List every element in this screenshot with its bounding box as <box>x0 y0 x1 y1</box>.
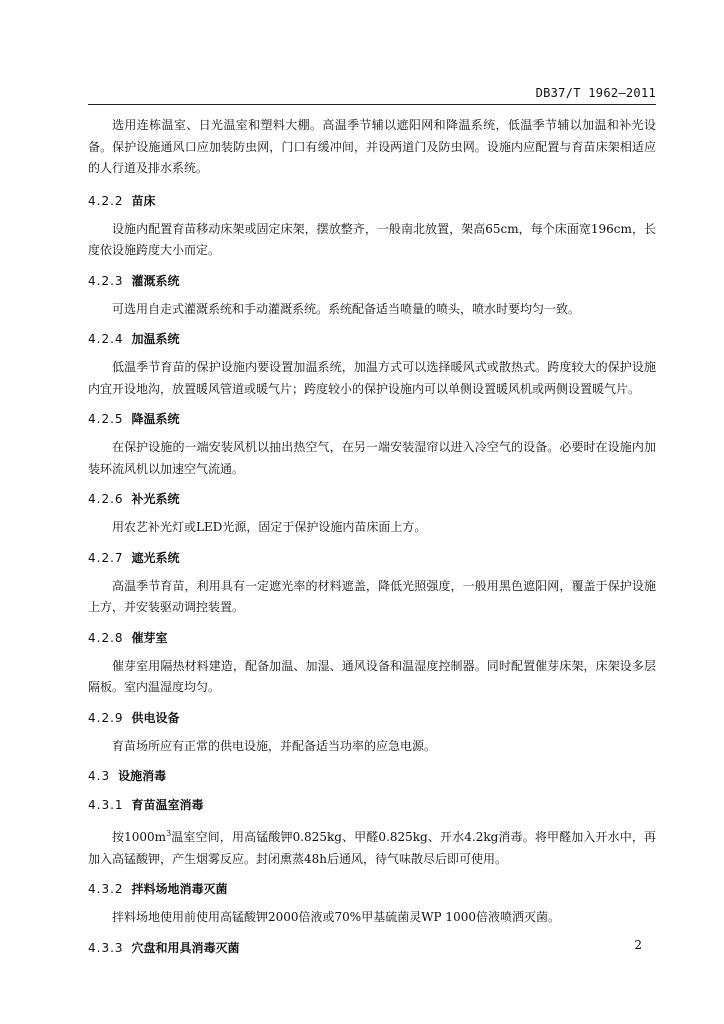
section-text-4-2-8: 催芽室用隔热材料建造，配备加温、加湿、通风设备和温湿度控制器。同时配置催芽床架，床架设多层隔板。室内温湿度均匀。 <box>88 658 656 694</box>
section-number: 4.2.3 <box>88 273 124 288</box>
section-heading-4-3 <box>88 768 656 784</box>
section-heading-4-2-9 <box>88 710 656 726</box>
intro-paragraph: 选用连栋温室、日光温室和塑料大棚。高温季节辅以遮阳网和降温系统，低温季节辅以加温和补光设备。保护设施通风口应加装防虫网，门口有缓冲间，并设两道门及防虫网。设施内应配置与育苗床架相适应的人行道及排水系统。 <box>88 118 656 175</box>
section-heading-4-2-2 <box>88 193 656 209</box>
section-number: 4.2.8 <box>88 630 124 645</box>
section-number: 4.3.2 <box>88 882 124 896</box>
section-title: 育苗温室消毒 <box>131 798 204 812</box>
section-heading-4-3-3 <box>88 940 656 956</box>
section-heading-4-3-2 <box>88 881 656 897</box>
section-number: 4.2.6 <box>88 492 124 506</box>
superscript: 3 <box>166 829 172 838</box>
section-text-4-2-5: 在保护设施的一端安装风机以抽出热空气，在另一端安装湿帘以进入冷空气的设备。必要时在设施内加装环流风机以加速空气流通。 <box>88 440 656 476</box>
section-number: 4.3.3 <box>88 940 124 955</box>
section-text-4-3-2: 拌料场地使用前使用高锰酸钾2000倍液或70%甲基硫菌灵WP 1000倍液喷洒灭菌。 <box>112 910 560 924</box>
section-title: 补光系统 <box>131 492 180 506</box>
section-number: 4.2.4 <box>88 332 124 346</box>
section-title: 降温系统 <box>131 412 180 426</box>
standard-code: DB37/T 1962—2011 <box>535 86 656 100</box>
section-text-4-2-3: 可选用自走式灌溉系统和手动灌溉系统。系统配备适当喷量的喷头，喷水时要均匀一致。 <box>112 301 581 316</box>
section-number: 4.2.5 <box>88 412 124 426</box>
section-title: 遮光系统 <box>131 550 180 565</box>
section-title: 拌料场地消毒灭菌 <box>131 882 228 896</box>
section-title: 加温系统 <box>131 332 180 346</box>
section-text-4-2-7: 高温季节育苗，利用具有一定遮光率的材料遮盖，降低光照强度，一般用黑色遮阳网，覆盖于保护设施上方，并安装驱动调控装置。 <box>88 578 656 614</box>
text-before-sup: 按1000m <box>112 830 167 844</box>
section-text-4-2-6: 用农艺补光灯或LED光源，固定于保护设施内苗床面上方。 <box>112 520 427 534</box>
section-number: 4.3.1 <box>88 798 124 812</box>
section-heading-4-2-7 <box>88 550 656 566</box>
text-after-sup: 温室空间，用高锰酸钾0.825kg、甲醛0.825kg、开水4.2kg消毒。将甲醛加入开水中，再加入高锰酸钾，产生烟雾反应。封闭熏蒸48h后通风，待气味散尽后即可使用。 <box>88 830 657 866</box>
section-title: 催芽室 <box>131 630 168 645</box>
section-heading-4-2-4 <box>88 331 656 347</box>
section-number: 4.3 <box>88 769 111 783</box>
section-title: 灌溉系统 <box>131 273 180 288</box>
section-text-4-2-2: 设施内配置育苗移动床架或固定床架，摆放整齐，一般南北放置，架高65cm，每个床面宽196cm，长度依设施跨度大小而定。 <box>88 221 656 257</box>
section-text-4-2-4: 低温季节育苗的保护设施内要设置加温系统，加温方式可以选择暖风式或散热式。跨度较大的保护设施内宜开设地沟，放置暖风管道或暖气片；跨度较小的保护设施内可以单侧设置暖风机或两侧设置暖气片。 <box>88 360 656 396</box>
section-text-4-3-1 <box>88 823 656 870</box>
page-number: 2 <box>634 938 642 952</box>
section-text-4-2-9: 育苗场所应有正常的供电设施，并配备适当功率的应急电源。 <box>112 738 437 753</box>
section-heading-4-2-8 <box>88 630 656 646</box>
page-header <box>88 84 656 105</box>
section-title: 供电设备 <box>131 710 180 725</box>
document-body <box>88 115 656 956</box>
section-title: 设施消毒 <box>118 769 167 783</box>
section-heading-4-3-1 <box>88 797 656 813</box>
section-title: 穴盘和用具消毒灭菌 <box>131 940 240 955</box>
section-title: 苗床 <box>131 193 156 208</box>
section-number: 4.2.7 <box>88 550 124 565</box>
section-heading-4-2-6 <box>88 491 656 507</box>
section-heading-4-2-5 <box>88 411 656 427</box>
section-number: 4.2.9 <box>88 710 124 725</box>
section-heading-4-2-3 <box>88 273 656 289</box>
section-number: 4.2.2 <box>88 193 124 208</box>
